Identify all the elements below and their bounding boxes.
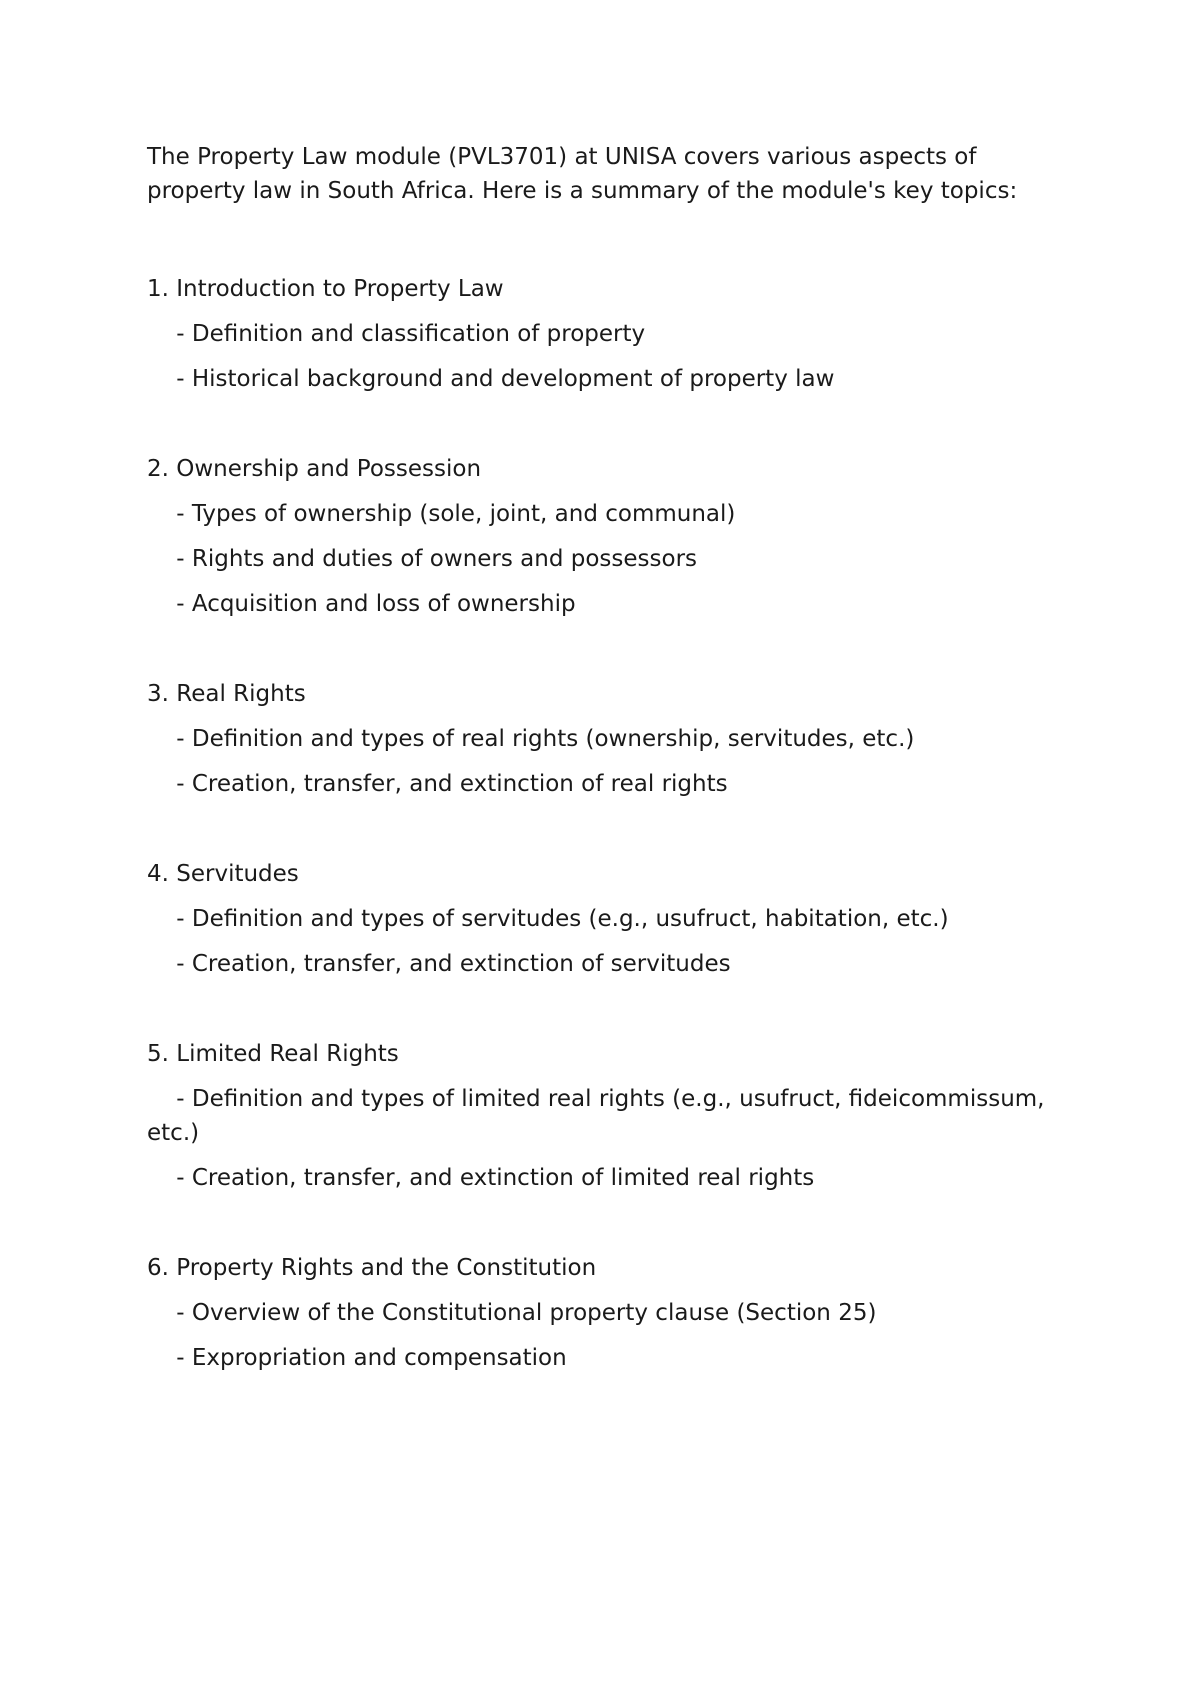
section-3 [147, 677, 1047, 801]
bullet-item: - Definition and types of limited real rights (e.g., usufruct, fideicommissum, etc.) [147, 1086, 1052, 1146]
bullet-item: - Rights and duties of owners and possessors [147, 546, 698, 572]
section-heading: 2. Ownership and Possession [147, 456, 482, 482]
section-2 [147, 452, 1047, 621]
bullet-item: - Definition and classification of property [147, 321, 646, 347]
section-5 [147, 1037, 1052, 1195]
bullet-item: - Overview of the Constitutional property clause (Section 25) [147, 1300, 877, 1326]
section-heading: 4. Servitudes [147, 861, 299, 887]
bullet-item: - Acquisition and loss of ownership [147, 591, 576, 617]
bullet-item: - Historical background and development of property law [147, 366, 835, 392]
section-heading: 5. Limited Real Rights [147, 1041, 399, 1067]
bullet-item: - Creation, transfer, and extinction of servitudes [147, 951, 731, 977]
bullet-item: - Creation, transfer, and extinction of limited real rights [147, 1165, 815, 1191]
section-heading: 3. Real Rights [147, 681, 306, 707]
section-heading: 6. Property Rights and the Constitution [147, 1255, 597, 1281]
section-6 [147, 1251, 1047, 1375]
document-page [147, 140, 1052, 1375]
section-heading: 1. Introduction to Property Law [147, 276, 504, 302]
section-1 [147, 272, 1047, 396]
bullet-item: - Expropriation and compensation [147, 1345, 567, 1371]
bullet-item: - Definition and types of servitudes (e.g., usufruct, habitation, etc.) [147, 906, 949, 932]
bullet-item: - Creation, transfer, and extinction of real rights [147, 771, 728, 797]
section-4 [147, 857, 1047, 981]
bullet-item: - Types of ownership (sole, joint, and communal) [147, 501, 736, 527]
intro-paragraph: The Property Law module (PVL3701) at UNISA covers various aspects of property law in South Africa. Here is a summary of the module's key topics: [147, 144, 1018, 204]
bullet-item: - Definition and types of real rights (ownership, servitudes, etc.) [147, 726, 915, 752]
